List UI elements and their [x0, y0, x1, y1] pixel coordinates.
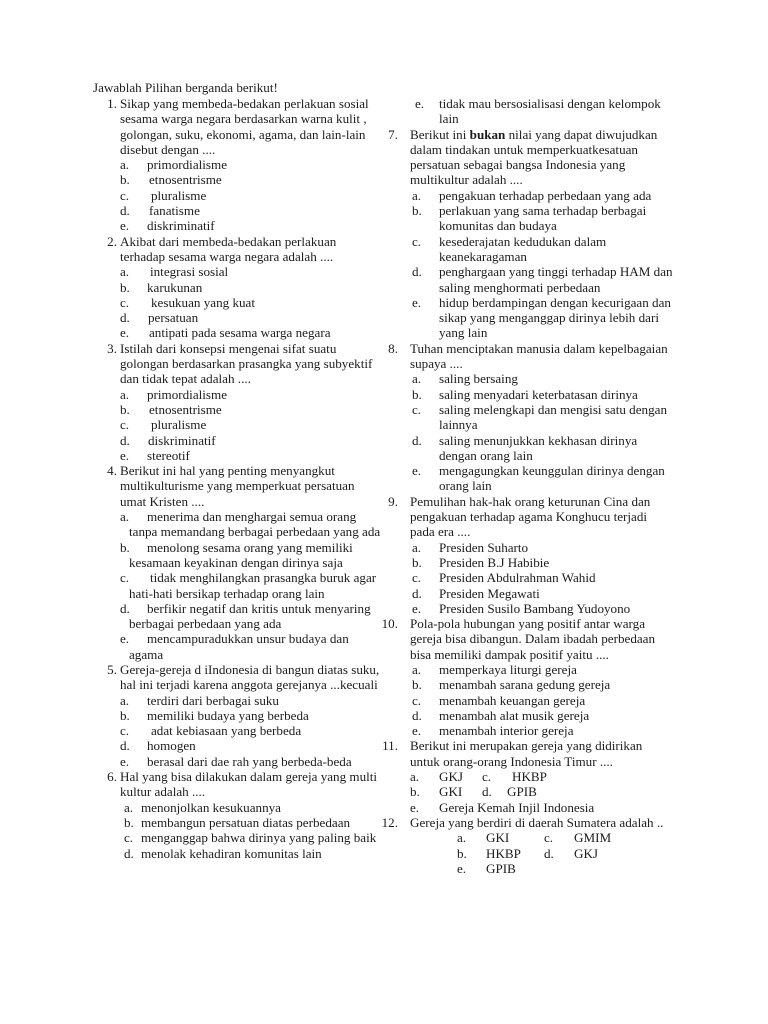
- option-text: menambah sarana gedung gereja: [439, 677, 611, 693]
- option-letter: a.: [412, 371, 422, 387]
- option-a[interactable]: [120, 387, 383, 402]
- question-text-part: nilai yang dapat diwujudkan dalam tindakan untuk memperkuatkesatuan persatuan sebagai bangsa Indonesia yang multikultur adalah ....: [410, 126, 658, 188]
- option-letter: e.: [120, 631, 130, 647]
- option-text: perlakuan yang sama terhadap berbagai komunitas dan budaya: [439, 203, 647, 234]
- option-text: fanatisme: [149, 203, 200, 219]
- option-text[interactable]: HKBP: [486, 845, 521, 861]
- option-letter: e.: [415, 96, 425, 111]
- option-text: stereotif: [147, 447, 190, 463]
- option-letter: a.: [120, 386, 130, 402]
- question-text: Istilah dari konsepsi mengenai sifat suatu golongan berdasarkan prasangka yang subyektif dan tidak tepat adalah ....: [120, 340, 373, 387]
- question-text-part: Berikut ini: [410, 126, 470, 142]
- option-a[interactable]: [412, 371, 674, 386]
- option-d[interactable]: [412, 264, 674, 295]
- option-text: tidak mau bersosialisasi dengan kelompok lain: [439, 96, 661, 127]
- option-text: membangun persatuan diatas perbedaan: [141, 814, 351, 830]
- option-text: saling menunjukkan kekhasan dirinya dengan orang lain: [439, 432, 638, 463]
- option-b[interactable]: [120, 172, 383, 187]
- option-text: homogen: [147, 738, 196, 754]
- option-letter: e.: [120, 753, 130, 769]
- question-text: Gereja yang berdiri di daerah Sumatera adalah ..: [410, 814, 664, 830]
- option-b[interactable]: [120, 540, 383, 571]
- option-letter: d.: [120, 600, 130, 616]
- option-b[interactable]: [124, 815, 383, 830]
- option-letter: e.: [412, 723, 422, 739]
- option-letter: c.: [412, 401, 422, 417]
- option-text: primordialisme: [147, 157, 228, 173]
- question-text: Akibat dari membeda-bedakan perlakuan terhadap sesama warga negara adalah ....: [120, 233, 337, 264]
- option-letter: d.: [412, 707, 422, 723]
- option-text: berfikir negatif dan kritis untuk menyaring berbagai perbedaan yang ada: [129, 600, 371, 632]
- option-letter: b.: [412, 203, 422, 219]
- option-text: etnosentrisme: [149, 172, 222, 188]
- option-e[interactable]: [120, 631, 383, 662]
- option-e[interactable]: [120, 218, 383, 233]
- option-text[interactable]: GKI: [439, 784, 463, 800]
- option-letter[interactable]: e.: [410, 799, 420, 815]
- option-text[interactable]: GPIB: [486, 860, 516, 876]
- option-d[interactable]: [120, 310, 383, 325]
- option-letter[interactable]: a.: [410, 769, 420, 785]
- option-d[interactable]: [124, 846, 383, 861]
- question-text: Berikut ini hal yang penting menyangkut multikulturisme yang memperkuat persatuan umat Kristen ....: [120, 463, 355, 509]
- option-d[interactable]: [412, 433, 674, 464]
- option-letter: c.: [120, 723, 130, 739]
- options-row: [457, 830, 674, 845]
- option-text: Presiden B.J Habibie: [439, 554, 550, 570]
- option-letter: b.: [120, 172, 130, 188]
- option-c[interactable]: [412, 234, 674, 265]
- question-number: 11.: [382, 738, 398, 754]
- right-column: [381, 96, 674, 876]
- option-letter: c.: [412, 233, 422, 249]
- question-2: [93, 234, 383, 341]
- option-letter: e.: [412, 294, 422, 310]
- options-row: [410, 769, 674, 784]
- option-letter: d.: [412, 264, 422, 280]
- option-letter: c.: [120, 294, 130, 310]
- option-a[interactable]: [124, 800, 383, 815]
- option-d[interactable]: [120, 601, 383, 632]
- option-b[interactable]: [120, 708, 383, 723]
- option-text: menolak kehadiran komunitas lain: [141, 845, 322, 861]
- option-text: mengagungkan keunggulan dirinya dengan orang lain: [439, 463, 665, 494]
- option-d[interactable]: [120, 433, 383, 448]
- question-number: 9.: [388, 493, 398, 509]
- option-c[interactable]: [412, 402, 674, 433]
- option-c[interactable]: [412, 570, 674, 585]
- question-text: Tuhan menciptakan manusia dalam kepelbagaian supaya ....: [410, 340, 668, 372]
- question-text: [410, 127, 674, 188]
- question-number: 2.: [107, 233, 117, 249]
- question-number: 8.: [388, 340, 398, 356]
- question-5: [93, 662, 383, 769]
- option-b[interactable]: [120, 280, 383, 295]
- option-text: hidup berdampingan dengan kecurigaan dan sikap yang menganggap dirinya lebih dari yang lain: [439, 294, 671, 341]
- option-letter: e.: [120, 325, 130, 341]
- option-letter: d.: [124, 845, 134, 861]
- option-letter: d.: [120, 310, 130, 326]
- option-letter[interactable]: d.: [544, 845, 554, 861]
- option-text[interactable]: HKBP: [512, 769, 547, 785]
- option-letter: a.: [124, 799, 134, 815]
- question-text: Pemulihan hak-hak orang keturunan Cina dan pengakuan terhadap agama Konghucu terjadi pada era ....: [410, 493, 651, 540]
- option-text: Presiden Susilo Bambang Yudoyono: [439, 600, 631, 616]
- option-text: persatuan: [148, 310, 199, 326]
- option-letter: a.: [120, 692, 130, 708]
- option-text[interactable]: GMIM: [574, 830, 612, 846]
- question-number: 6.: [107, 769, 117, 785]
- option-b[interactable]: [412, 203, 674, 234]
- option-letter: d.: [120, 738, 130, 754]
- option-text: menonjolkan kesukuannya: [141, 799, 281, 815]
- option-text: pluralisme: [151, 187, 207, 203]
- option-e[interactable]: [412, 723, 674, 738]
- question-text: Pola-pola hubungan yang positif antar warga gereja bisa dibangun. Dalam ibadah perbedaan bisa memiliki dampak positif yaitu ....: [410, 616, 656, 662]
- question-text: Hal yang bisa dilakukan dalam gereja yang multi kultur adalah ....: [120, 769, 378, 800]
- option-d[interactable]: [120, 203, 383, 218]
- option-text: pluralisme: [151, 417, 207, 433]
- option-e[interactable]: [120, 754, 383, 769]
- option-text[interactable]: GKJ: [439, 769, 464, 785]
- option-letter: a.: [120, 264, 130, 280]
- option-e[interactable]: [412, 463, 674, 494]
- option-text: diskriminatif: [147, 218, 215, 234]
- option-text: menerima dan menghargai semua orang tanpa memandang berbagai perbedaan yang ada: [129, 509, 381, 540]
- option-letter: a.: [412, 187, 422, 203]
- option-letter: d.: [412, 585, 422, 601]
- option-d[interactable]: [412, 586, 674, 601]
- option-a[interactable]: [412, 662, 674, 677]
- option-text: Presiden Megawati: [439, 585, 540, 601]
- option-text: saling bersaing: [439, 371, 518, 387]
- option-text: menambah alat musik gereja: [439, 707, 590, 723]
- option-text: tidak menghilangkan prasangka buruk agar hati-hati bersikap terhadap orang lain: [129, 570, 377, 601]
- option-a[interactable]: [120, 693, 383, 708]
- option-c[interactable]: [120, 188, 383, 203]
- question-8: [384, 341, 674, 494]
- option-letter: b.: [412, 386, 422, 402]
- option-b[interactable]: [120, 402, 383, 417]
- option-text: Presiden Suharto: [439, 539, 529, 555]
- option-letter[interactable]: e.: [457, 860, 467, 876]
- option-c[interactable]: [120, 723, 383, 738]
- option-a[interactable]: [120, 509, 383, 540]
- option-letter[interactable]: d.: [482, 784, 492, 800]
- option-letter[interactable]: b.: [457, 845, 467, 861]
- question-number: 10.: [381, 616, 398, 632]
- option-a[interactable]: [120, 157, 383, 172]
- option-b[interactable]: [412, 387, 674, 402]
- emphasis-bukan: bukan: [469, 126, 506, 142]
- option-a[interactable]: [412, 188, 674, 203]
- option-letter: b.: [124, 814, 134, 830]
- option-text: saling menyadari keterbatasan dirinya: [439, 386, 638, 402]
- option-a[interactable]: [412, 540, 674, 555]
- option-text: terdiri dari berbagai suku: [147, 692, 279, 708]
- options-row: [457, 846, 674, 861]
- question-number: 7.: [388, 126, 398, 142]
- option-e[interactable]: [120, 448, 383, 463]
- option-d[interactable]: [120, 738, 383, 753]
- option-letter: b.: [412, 677, 422, 693]
- option-letter: b.: [120, 539, 130, 555]
- option-e[interactable]: [412, 295, 674, 341]
- option-text: menolong sesama orang yang memiliki kesamaan keyakinan dengan dirinya saja: [129, 539, 353, 570]
- option-text: diskriminatif: [148, 432, 216, 448]
- option-letter: b.: [120, 401, 130, 417]
- option-text: pengakuan terhadap perbedaan yang ada: [439, 187, 652, 203]
- option-c[interactable]: [120, 295, 383, 310]
- option-text: memiliki budaya yang berbeda: [147, 707, 309, 723]
- option-d[interactable]: [412, 708, 674, 723]
- option-text: adat kebiasaan yang berbeda: [151, 723, 302, 739]
- question-11: [384, 738, 674, 814]
- question-7: [384, 127, 674, 341]
- option-text: karukunan: [147, 279, 203, 295]
- question-10: [381, 616, 674, 739]
- question-6: [93, 769, 383, 861]
- option-e[interactable]: [415, 96, 674, 127]
- option-text: primordialisme: [147, 386, 228, 402]
- question-9: [384, 494, 674, 616]
- option-text: penghargaan yang tinggi terhadap HAM dan saling menghormati perbedaan: [439, 264, 673, 295]
- option-letter: c.: [120, 570, 130, 586]
- option-e[interactable]: [120, 325, 383, 340]
- option-text: menambah interior gereja: [439, 723, 574, 739]
- option-letter: a.: [120, 509, 130, 525]
- question-text: Gereja-gereja d iIndonesia di bangun diatas suku, hal ini terjadi karena anggota gerejanya ...kecuali: [120, 661, 380, 693]
- option-text[interactable]: GKI: [486, 830, 510, 846]
- option-text[interactable]: GKJ: [574, 845, 599, 861]
- option-letter: c.: [412, 692, 422, 708]
- option-text: integrasi sosial: [150, 264, 229, 280]
- question-3: [93, 341, 383, 463]
- option-text: menganggap bahwa dirinya yang paling baik: [141, 830, 377, 846]
- question-number: 12.: [381, 814, 398, 830]
- question-number: 1.: [107, 96, 117, 111]
- option-letter: c.: [124, 830, 134, 846]
- page-title: Jawablah Pilihan berganda berikut!: [93, 80, 278, 95]
- question-number: 3.: [107, 340, 117, 356]
- option-letter: e.: [412, 463, 422, 479]
- option-letter: b.: [120, 707, 130, 723]
- question-text: Sikap yang membeda-bedakan perlakuan sosial sesama warga negara berdasarkan warna kulit , golongan, suku, ekonomi, agama, dan lain-lain disebut dengan ....: [120, 96, 369, 157]
- option-letter: e.: [120, 218, 130, 234]
- question-number: 4.: [107, 463, 117, 479]
- question-number: 5.: [107, 661, 117, 677]
- option-text: mencampuradukkan unsur budaya dan agama: [129, 631, 349, 662]
- option-c[interactable]: [124, 830, 383, 845]
- option-letter: e.: [120, 447, 130, 463]
- question-text: Berikut ini merupakan gereja yang didirikan untuk orang-orang Indonesia Timur ....: [410, 738, 643, 769]
- option-letter[interactable]: c.: [482, 769, 492, 785]
- option-e[interactable]: [412, 601, 674, 616]
- option-text: saling melengkapi dan mengisi satu dengan lainnya: [439, 401, 667, 433]
- question-4: [93, 463, 383, 662]
- option-text: menambah keuangan gereja: [439, 692, 586, 708]
- option-letter[interactable]: b.: [410, 784, 420, 800]
- option-letter: c.: [120, 417, 130, 433]
- option-letter: b.: [120, 279, 130, 295]
- option-text: memperkaya liturgi gereja: [439, 661, 577, 677]
- option-letter: c.: [412, 570, 422, 586]
- option-a[interactable]: [120, 264, 383, 279]
- option-text: berasal dari dae rah yang berbeda-beda: [147, 753, 352, 769]
- left-column: [93, 96, 383, 861]
- option-letter: a.: [120, 157, 130, 173]
- option-b[interactable]: [412, 555, 674, 570]
- question-1: [93, 96, 383, 234]
- option-letter[interactable]: a.: [457, 830, 467, 846]
- option-c[interactable]: [412, 693, 674, 708]
- option-text: antipati pada sesama warga negara: [149, 325, 331, 341]
- options-row: [410, 800, 674, 815]
- option-text: etnosentrisme: [149, 401, 222, 417]
- option-letter: d.: [412, 432, 422, 448]
- option-letter: e.: [412, 600, 422, 616]
- option-letter: a.: [412, 661, 422, 677]
- options-row: [457, 861, 674, 876]
- option-text: kesukuan yang kuat: [151, 294, 255, 310]
- option-text: Presiden Abdulrahman Wahid: [439, 570, 596, 586]
- option-text: kesederajatan kedudukan dalam keanekaragaman: [439, 233, 607, 264]
- option-text[interactable]: GPIB: [507, 784, 537, 800]
- options-row: [410, 784, 674, 799]
- option-letter: d.: [120, 203, 130, 219]
- option-letter: d.: [120, 432, 130, 448]
- option-text[interactable]: Gereja Kemah Injil Indonesia: [439, 799, 595, 815]
- option-letter: b.: [412, 554, 422, 570]
- option-letter[interactable]: c.: [544, 830, 554, 846]
- option-b[interactable]: [412, 677, 674, 692]
- option-c[interactable]: [120, 570, 383, 601]
- option-letter: c.: [120, 187, 130, 203]
- question-12: [381, 814, 674, 876]
- option-letter: a.: [412, 539, 422, 555]
- option-c[interactable]: [120, 417, 383, 432]
